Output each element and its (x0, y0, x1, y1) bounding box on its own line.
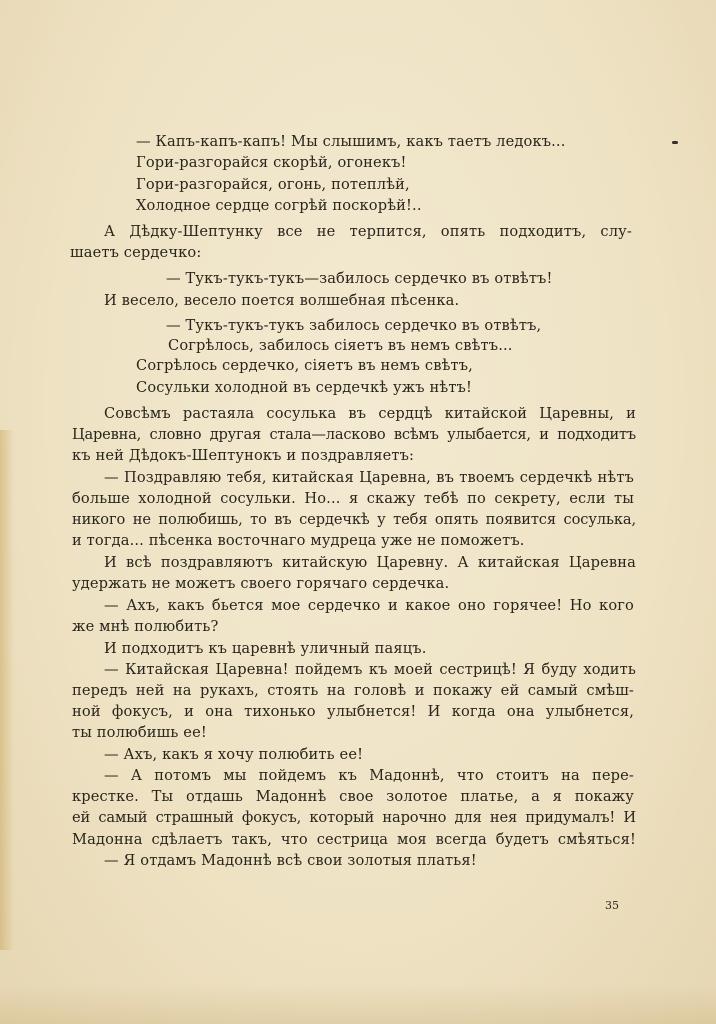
text-line: къ ней Дѣдокъ-Шептунокъ и поздравляетъ: (72, 447, 415, 464)
text-line: Совсѣмъ растаяла сосулька въ сердцѣ китайской Царевны, и (104, 405, 636, 422)
text-line: и тогда... пѣсенка восточнаго мудреца уже не поможетъ. (72, 532, 525, 549)
ink-speck (672, 141, 678, 144)
text-line: ты полюбишь ее! (72, 724, 207, 741)
song-line: Согрѣлось сердечко, сіяетъ въ немъ свѣтъ, (136, 357, 473, 374)
text-line: — Ахъ, какъ бьется мое сердечко и какое оно горячее! Но кого (104, 597, 634, 614)
paper-stain (0, 430, 14, 950)
text-line: А Дѣдку-Шептунку все не терпится, опять подходитъ, слу- (104, 223, 632, 240)
text-line: удержать не можетъ своего горячаго сердечка. (72, 575, 450, 592)
page-number: 35 (605, 899, 619, 912)
song-line: Согрѣлось, забилось сіяетъ въ немъ свѣтъ... (168, 337, 513, 354)
text-line: ей самый страшный фокусъ, который нарочно для нея придумалъ! И (72, 809, 636, 826)
text-line: Царевна, словно другая стала—ласково всѣмъ улыбается, и подходитъ (72, 426, 636, 443)
text-line: — Ахъ, какъ я хочу полюбить ее! (104, 746, 364, 763)
text-line: И всѣ поздравляютъ китайскую Царевну. А китайская Царевна (104, 554, 636, 571)
poem-line: — Капъ-капъ-капъ! Мы слышимъ, какъ таетъ ледокъ... (136, 133, 566, 150)
song-line: Сосульки холодной въ сердечкѣ ужъ нѣтъ! (136, 379, 473, 396)
text-line: И подходитъ къ царевнѣ уличный паяцъ. (104, 640, 427, 657)
text-line: же мнѣ полюбить? (72, 618, 219, 635)
text-line: ной фокусъ, и она тихонько улыбнется! И когда она улыбнется, (72, 703, 634, 720)
poem-line: Гори-разгорайся скорѣй, огонекъ! (136, 154, 407, 171)
text-line: никого не полюбишь, то въ сердечкѣ у тебя опять появится сосулька, (72, 511, 636, 528)
text-line: — Китайская Царевна! пойдемъ къ моей сестрицѣ! Я буду ходить (104, 661, 636, 678)
poem-line: Холодное сердце согрѣй поскорѣй!.. (136, 197, 422, 214)
text-line: Мадонна сдѣлаетъ такъ, что сестрица моя всегда будетъ смѣяться! (72, 831, 636, 848)
text-line: крестке. Ты отдашь Мадоннѣ свое золотое платье, а я покажу (72, 788, 634, 805)
text-line: — Я отдамъ Мадоннѣ всѣ свои золотыя платья! (104, 852, 477, 869)
text-line: больше холодной сосульки. Но... я скажу тебѣ по секрету, если ты (72, 490, 634, 507)
song-line: — Тукъ-тукъ-тукъ—забилось сердечко въ отвѣтъ! (166, 270, 553, 287)
text-line: — Поздравляю тебя, китайская Царевна, въ твоемъ сердечкѣ нѣтъ (104, 469, 634, 486)
text-line: передъ ней на рукахъ, стоять на головѣ и покажу ей самый смѣш- (72, 682, 634, 699)
text-line: — А потомъ мы пойдемъ къ Мадоннѣ, что стоитъ на пере- (104, 767, 634, 784)
poem-line: Гори-разгорайся, огонь, потеплѣй, (136, 176, 410, 193)
song-line: — Тукъ-тукъ-тукъ забилось сердечко въ отвѣтъ, (166, 317, 542, 334)
text-line: шаетъ сердечко: (70, 244, 202, 261)
paper-shadow (0, 984, 716, 1024)
text-line: И весело, весело поется волшебная пѣсенка. (104, 292, 460, 309)
